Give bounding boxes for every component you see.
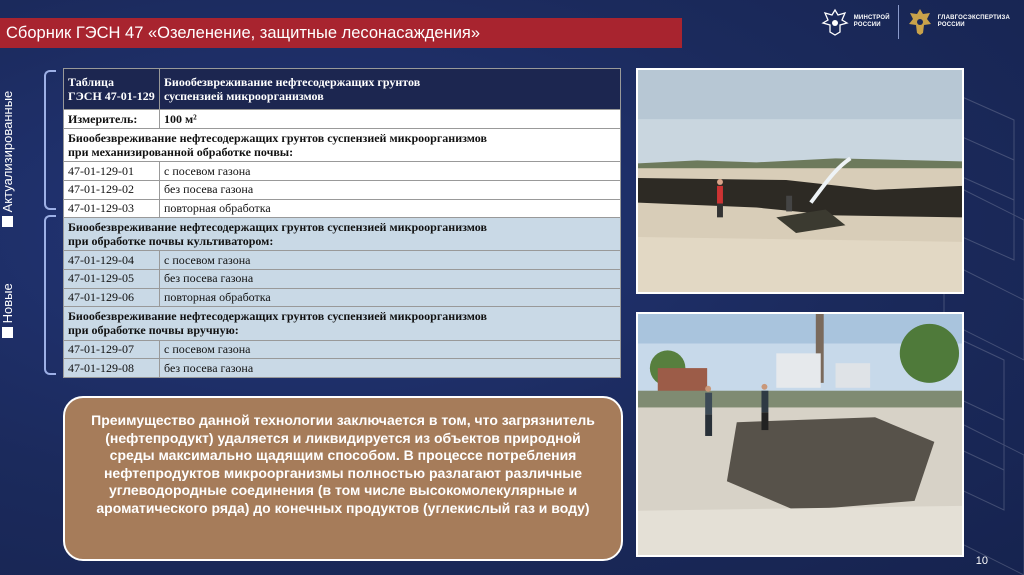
- legend-new: [0, 262, 15, 342]
- row-code: 47-01-129-06: [64, 288, 160, 307]
- section-3-title-line1: Биообезвреживание нефтесодержащих грунтов суспензией микроорганизмов: [68, 309, 487, 324]
- slide-title: Сборник ГЭСН 47 «Озеленение, защитные лесонасаждения»: [0, 18, 682, 48]
- section-1-title-line2: при механизированной обработке почвы:: [68, 145, 294, 160]
- table-row: [64, 288, 621, 307]
- row-desc: без посева газона: [160, 180, 621, 199]
- table-title-line1: Биообезвреживание нефтесодержащих грунтов: [164, 75, 421, 90]
- photo-workers-image: [638, 314, 962, 555]
- section-title-row: [64, 129, 621, 162]
- legend-updated-label: Актуализированные: [0, 90, 15, 213]
- table-title-line2: суспензией микроорганизмов: [164, 89, 324, 104]
- section-1-title: [64, 129, 621, 162]
- row-code: 47-01-129-02: [64, 180, 160, 199]
- section-3-title-line2: при обработке почвы вручную:: [68, 323, 239, 338]
- legend-updated: [0, 66, 15, 231]
- table-header-row: [64, 69, 621, 110]
- table-row: [64, 180, 621, 199]
- table-row: [64, 270, 621, 289]
- glavgos-line2: РОССИИ: [937, 22, 965, 28]
- glavgos-logo: [907, 7, 1010, 37]
- minstroy-line1: МИНСТРОЙ: [853, 15, 890, 21]
- row-desc: с посевом газона: [160, 162, 621, 181]
- bracket-updated: [44, 70, 56, 210]
- advantage-note: Преимущество данной технологии заключается в том, что загрязнитель (нефтепродукт) удаляется и ликвидируется из объектов природной среды максимально щадящим способом. В процессе потребления нефтепродуктов микроорганизмы полностью разлагают различные углеводородные соединения (в том числе высокомолекулярные и ароматического ряда) до конечных продуктов (углекислый газ и воду): [63, 396, 623, 561]
- measure-label: Измеритель:: [64, 110, 160, 129]
- photo-spraying-image: [638, 70, 962, 292]
- row-desc: без посева газона: [160, 270, 621, 289]
- table-row: [64, 340, 621, 359]
- legend-new-label: Новые: [0, 283, 15, 324]
- minstroy-text: [854, 15, 890, 29]
- legend-new-marker: [3, 327, 14, 338]
- row-desc: повторная обработка: [160, 288, 621, 307]
- photo-workers-site: [636, 312, 964, 557]
- eagle-emblem-icon: [821, 7, 849, 37]
- bracket-new: [44, 215, 56, 375]
- section-title-row: [64, 218, 621, 251]
- measure-value: 100 м²: [160, 110, 621, 129]
- table-number-cell: [64, 69, 160, 110]
- minstroy-line2: РОССИИ: [853, 22, 881, 28]
- section-2-title-line2: при обработке почвы культиватором:: [68, 234, 274, 249]
- table-row: [64, 359, 621, 378]
- row-desc: с посевом газона: [160, 251, 621, 270]
- glavgos-text: [938, 15, 1010, 29]
- row-code: 47-01-129-08: [64, 359, 160, 378]
- table-row: [64, 162, 621, 181]
- norms-table: [63, 68, 621, 378]
- section-1-title-line1: Биообезвреживание нефтесодержащих грунтов суспензией микроорганизмов: [68, 131, 487, 146]
- row-desc: повторная обработка: [160, 199, 621, 218]
- section-2-title: [64, 218, 621, 251]
- header-logos: [821, 4, 1010, 40]
- table-title-cell: [160, 69, 621, 110]
- page-number: 10: [975, 555, 988, 567]
- row-code: 47-01-129-05: [64, 270, 160, 289]
- photo-spraying-field: [636, 68, 964, 294]
- minstroy-logo: [821, 7, 890, 37]
- row-code: 47-01-129-07: [64, 340, 160, 359]
- table-number-line2: ГЭСН 47-01-129: [68, 89, 155, 104]
- glavgos-line1: ГЛАВГОСЭКСПЕРТИЗА: [937, 15, 1010, 21]
- table-number-line1: Таблица: [68, 75, 114, 90]
- logo-divider: [898, 5, 899, 39]
- table-row: [64, 199, 621, 218]
- glavgos-emblem-icon: [907, 7, 933, 37]
- section-3-title: [64, 307, 621, 340]
- row-desc: без посева газона: [160, 359, 621, 378]
- row-code: 47-01-129-04: [64, 251, 160, 270]
- section-2-title-line1: Биообезвреживание нефтесодержащих грунтов суспензией микроорганизмов: [68, 220, 487, 235]
- row-desc: с посевом газона: [160, 340, 621, 359]
- legend-updated-marker: [3, 216, 14, 227]
- table-row: [64, 251, 621, 270]
- row-code: 47-01-129-01: [64, 162, 160, 181]
- measure-row: [64, 110, 621, 129]
- row-code: 47-01-129-03: [64, 199, 160, 218]
- section-title-row: [64, 307, 621, 340]
